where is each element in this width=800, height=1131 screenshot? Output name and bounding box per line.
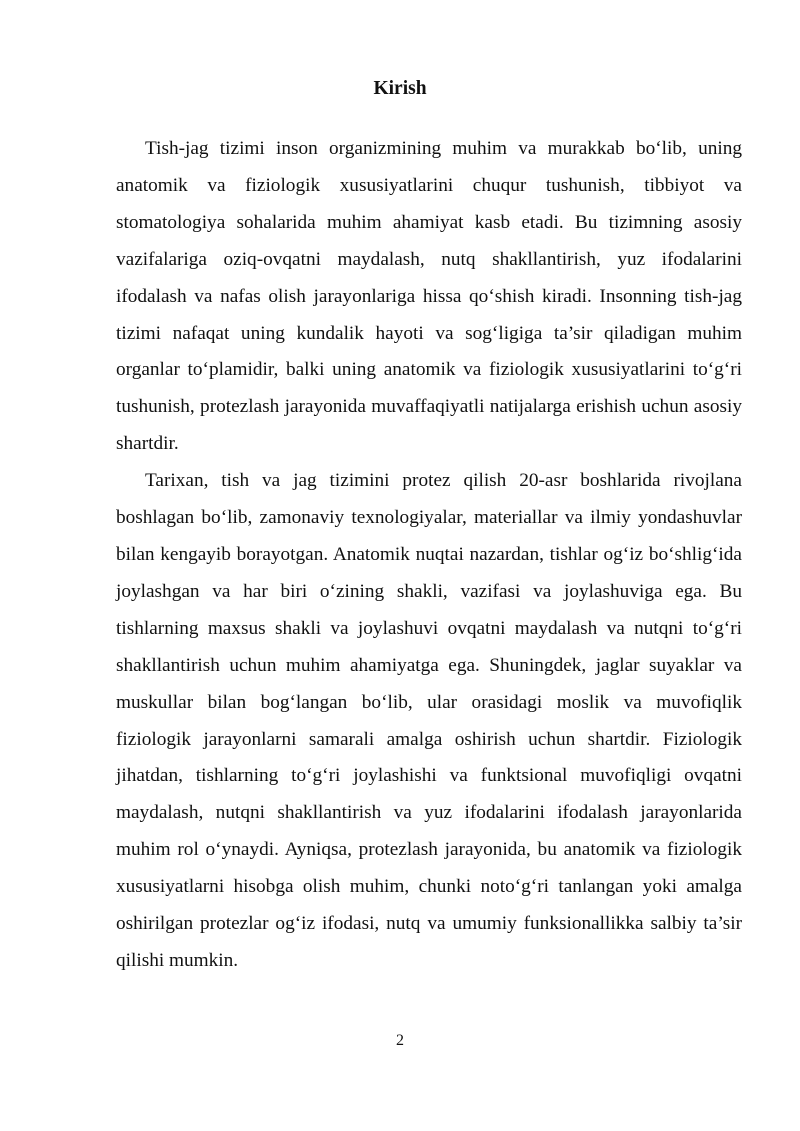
paragraph-1: Tish-jag tizimi inson organizmining muhim va murakkab bo‘lib, uning anatomik va fiziologik xususiyatlarini chuqur tushunish, tibbiyot va stomatologiya sohalarida muhim ahamiyat kasb etadi. Bu tizimning asosiy vazifalariga oziq-ovqatni maydalash, nutq shakllantirish, yuz ifodalarini ifodalash va nafas olish jarayonlariga hissa qo‘shish kiradi. Insonning tish-jag tizimi nafaqat uning kundalik hayoti va sog‘ligiga ta’sir qiladigan muhim organlar to‘plamidir, balki uning anatomik va fiziologik xususiyatlarini to‘g‘ri tushunish, protezlash jarayonida muvaffaqiyatli natijalarga erishish uchun asosiy shartdir. (116, 138, 742, 455)
paragraph-2: Tarixan, tish va jag tizimini protez qilish 20-asr boshlarida rivojlana boshlagan bo‘lib, zamonaviy texnologiyalar, materiallar va ilmiy yondashuvlar bilan kengayib borayotgan. Anatomik nuqtai nazardan, tishlar og‘iz bo‘shlig‘ida joylashgan va har biri o‘zining shakli, vazifasi va joylashuviga ega. Bu tishlarning maxsus shakli va joylashuvi ovqatni maydalash va nutqni to‘g‘ri shakllantirish uchun muhim ahamiyatga ega. Shuningdek, jaglar suyaklar va muskullar bilan bog‘langan bo‘lib, ular orasidagi moslik va muvofiqlik fiziologik jarayonlarni samarali amalga oshirish uchun shartdir. Fiziologik jihatdan, tishlarning to‘g‘ri joylashishi va funktsional muvofiqligi ovqatni maydalash, nutqni shakllantirish va yuz ifodalarini ifodalash jarayonlarida muhim rol o‘ynaydi. Ayniqsa, protezlash jarayonida, bu anatomik va fiziologik xususiyatlarni hisobga olish muhim, chunki noto‘g‘ri tanlangan yoki amalga oshirilgan protezlar og‘iz ifodasi, nutq va umumiy funksionallikka salbiy ta’sir qilishi mumkin. (116, 470, 742, 971)
page-number: 2 (396, 1032, 404, 1049)
body-text (116, 131, 742, 980)
page-title: Kirish (373, 78, 427, 99)
